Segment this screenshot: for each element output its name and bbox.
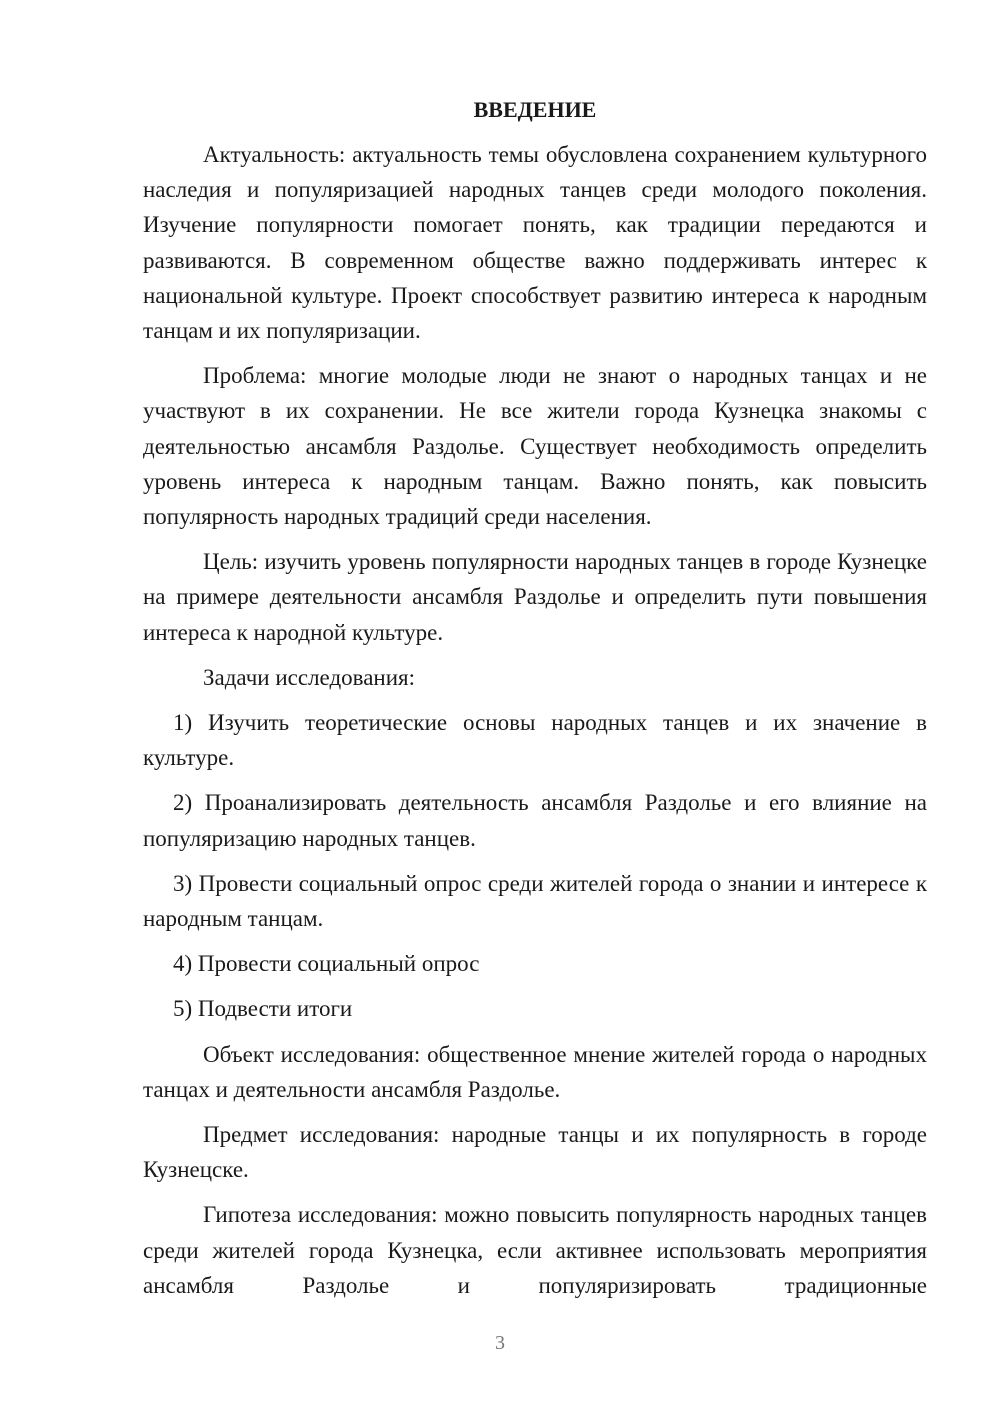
- paragraph-problem: Проблема: многие молодые люди не знают о народных танцах и не участвуют в их сохранении. Не все жители города Кузнецка знакомы с деятельностью ансамбля Раздолье. Существует необходимость определить уровень интереса к народным танцам. Важно понять, как повысить популярность народных традиций среди населения.: [143, 363, 927, 530]
- page-number: 3: [495, 1332, 505, 1354]
- paragraph-relevance: Актуальность: актуальность темы обусловлена сохранением культурного наследия и популяризацией народных танцев среди молодого поколения. Изучение популярности помогает понять, как традиции передаются и развиваются. В современном обществе важно поддерживать интерес к национальной культуре. Проект способствует развитию интереса к народным танцам и их популяризации.: [143, 142, 927, 344]
- paragraph-hypothesis: Гипотеза исследования: можно повысить популярность народных танцев среди жителей города Кузнецка, если активнее использовать мероприятия ансамбля Раздолье и популяризировать традиционные: [143, 1202, 927, 1298]
- paragraph-object: Объект исследования: общественное мнение жителей города о народных танцах и деятельности ансамбля Раздолье.: [143, 1041, 927, 1102]
- page-title: ВВЕДЕНИЕ: [473, 97, 597, 122]
- task-item: 3) Провести социальный опрос среди жителей города о знании и интересе к народным танцам.: [143, 870, 927, 932]
- paragraph-subject: Предмет исследования: народные танцы и их популярность в городе Кузнецске.: [143, 1122, 927, 1183]
- task-item: 5) Подвести итоги: [173, 996, 353, 1022]
- page-content: [143, 93, 927, 1303]
- task-item: 4) Провести социальный опрос: [173, 951, 480, 977]
- tasks-heading: Задачи исследования:: [203, 664, 416, 690]
- paragraph-goal: Цель: изучить уровень популярности народных танцев в городе Кузнецке на примере деятельности ансамбля Раздолье и определить пути повышения интереса к народной культуре.: [143, 549, 927, 645]
- task-item: 1) Изучить теоретические основы народных танцев и их значение в культуре.: [143, 710, 927, 771]
- task-item: 2) Проанализировать деятельность ансамбля Раздолье и его влияние на популяризацию народных танцев.: [143, 790, 927, 851]
